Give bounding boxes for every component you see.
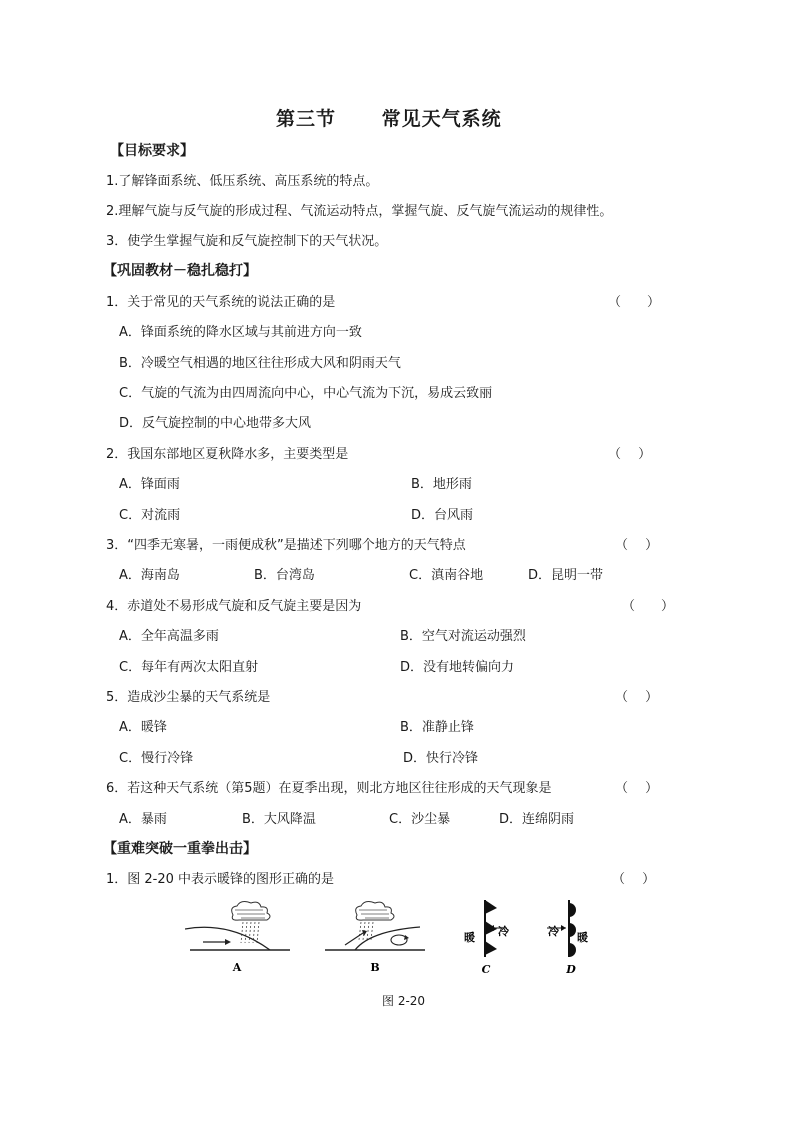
option-b[interactable]: B．地形雨 (411, 477, 472, 492)
answer-blank[interactable]: （ ） (622, 599, 675, 614)
rain-icon (241, 922, 259, 943)
warm-front-semicircle-icon (569, 943, 576, 957)
circulation-arrow-icon (391, 935, 407, 945)
answer-blank[interactable]: （ ） (612, 872, 656, 887)
option-c[interactable]: C．慢行冷锋 (119, 751, 194, 766)
objective-item: 1.了解锋面系统、低压系统、高压系统的特点。 (106, 174, 379, 189)
figure-panel-a[interactable] (185, 902, 290, 974)
figure-label-d: D (566, 963, 576, 976)
figure-label-c: C (481, 963, 491, 976)
option-d[interactable]: D．快行冷锋 (403, 751, 479, 766)
option-d[interactable]: D．没有地转偏向力 (400, 660, 515, 675)
question-stem: 2．我国东部地区夏秋降水多，主要类型是 (106, 447, 349, 462)
objectives-heading: 【目标要求】 (110, 143, 194, 159)
option-c[interactable]: C．对流雨 (119, 508, 181, 523)
cloud-icon (356, 902, 394, 921)
option-a[interactable]: A．全年高温多雨 (119, 629, 219, 644)
warm-label: 暖 (577, 931, 588, 944)
cloud-icon (232, 902, 270, 921)
option-b[interactable]: B．准静止锋 (400, 720, 474, 735)
question-stem: 1．图 2-20 中表示暖锋的图形正确的是 (106, 872, 335, 887)
page-title (276, 104, 502, 131)
cold-label: 冷 (548, 925, 559, 938)
consolidate-heading: 【巩固教材－稳扎稳打】 (103, 263, 257, 279)
question-stem: 4．赤道处不易形成气旋和反气旋主要是因为 (106, 599, 362, 614)
answer-blank[interactable]: （ ） (615, 690, 659, 705)
question-stem: 3．“四季无寒暑，一雨便成秋”是描述下列哪个地方的天气特点 (106, 538, 466, 553)
figure-label-a: A (232, 961, 242, 974)
option-c[interactable]: C．沙尘暴 (389, 812, 451, 827)
option-a[interactable]: A．锋面系统的降水区域与其前进方向一致 (119, 325, 362, 340)
option-a[interactable]: A．锋面雨 (119, 477, 180, 492)
answer-blank[interactable]: （ ） (615, 538, 659, 553)
answer-blank[interactable]: （ ） (608, 447, 652, 462)
option-b[interactable]: B．台湾岛 (254, 568, 315, 583)
figure-panel-d[interactable] (547, 900, 588, 976)
section-name: 常见天气系统 (381, 108, 502, 130)
option-d[interactable]: D．连绵阴雨 (499, 812, 575, 827)
option-d[interactable]: D．反气旋控制的中心地带多大风 (119, 416, 312, 431)
figure-panel-b[interactable] (325, 902, 425, 974)
cold-front-triangle-icon (485, 941, 497, 955)
arrow-right-icon (225, 939, 231, 945)
warm-front-semicircle-icon (569, 923, 576, 937)
warm-label: 暖 (464, 931, 475, 944)
option-d[interactable]: D．昆明一带 (528, 568, 604, 583)
option-b[interactable]: B．空气对流运动强烈 (400, 629, 526, 644)
figure-2-20 (185, 895, 615, 980)
option-b[interactable]: B．大风降温 (242, 812, 316, 827)
question-stem: 5．造成沙尘暴的天气系统是 (106, 690, 271, 705)
arrow-up-icon (345, 933, 363, 945)
objective-item: 2.理解气旋与反气旋的形成过程、气流运动特点，掌握气旋、反气旋气流运动的规律性。 (106, 204, 613, 219)
answer-blank[interactable]: （ ） (608, 295, 661, 310)
answer-blank[interactable]: （ ） (615, 781, 659, 796)
option-a[interactable]: A．暴雨 (119, 812, 167, 827)
option-c[interactable]: C．气旋的气流为由四周流向中心，中心气流为下沉，易成云致丽 (119, 386, 493, 401)
breakthrough-heading: 【重难突破一重拳出击】 (103, 841, 257, 857)
option-d[interactable]: D．台风雨 (411, 508, 474, 523)
cold-label: 冷 (498, 925, 509, 938)
option-c[interactable]: C．滇南谷地 (409, 568, 484, 583)
option-a[interactable]: A．海南岛 (119, 568, 180, 583)
front-surface-line (355, 927, 420, 950)
question-stem: 6．若这种天气系统（第5题）在夏季出现，则北方地区往往形成的天气现象是 (106, 781, 552, 796)
option-c[interactable]: C．每年有两次太阳直射 (119, 660, 259, 675)
section-number: 第三节 (276, 108, 337, 130)
figure-caption: 图 2-20 (382, 994, 426, 1008)
question-stem: 1．关于常见的天气系统的说法正确的是 (106, 295, 336, 310)
cold-front-triangle-icon (485, 900, 497, 914)
arrow-right-icon (561, 925, 566, 931)
warm-front-semicircle-icon (569, 903, 576, 917)
figure-panel-c[interactable] (464, 900, 510, 976)
option-a[interactable]: A．暖锋 (119, 720, 167, 735)
figure-label-b: B (370, 961, 380, 974)
option-b[interactable]: B．冷暖空气相遇的地区往往形成大风和阴雨天气 (119, 356, 401, 371)
objective-item: 3．使学生掌握气旋和反气旋控制下的天气状况。 (106, 234, 388, 249)
